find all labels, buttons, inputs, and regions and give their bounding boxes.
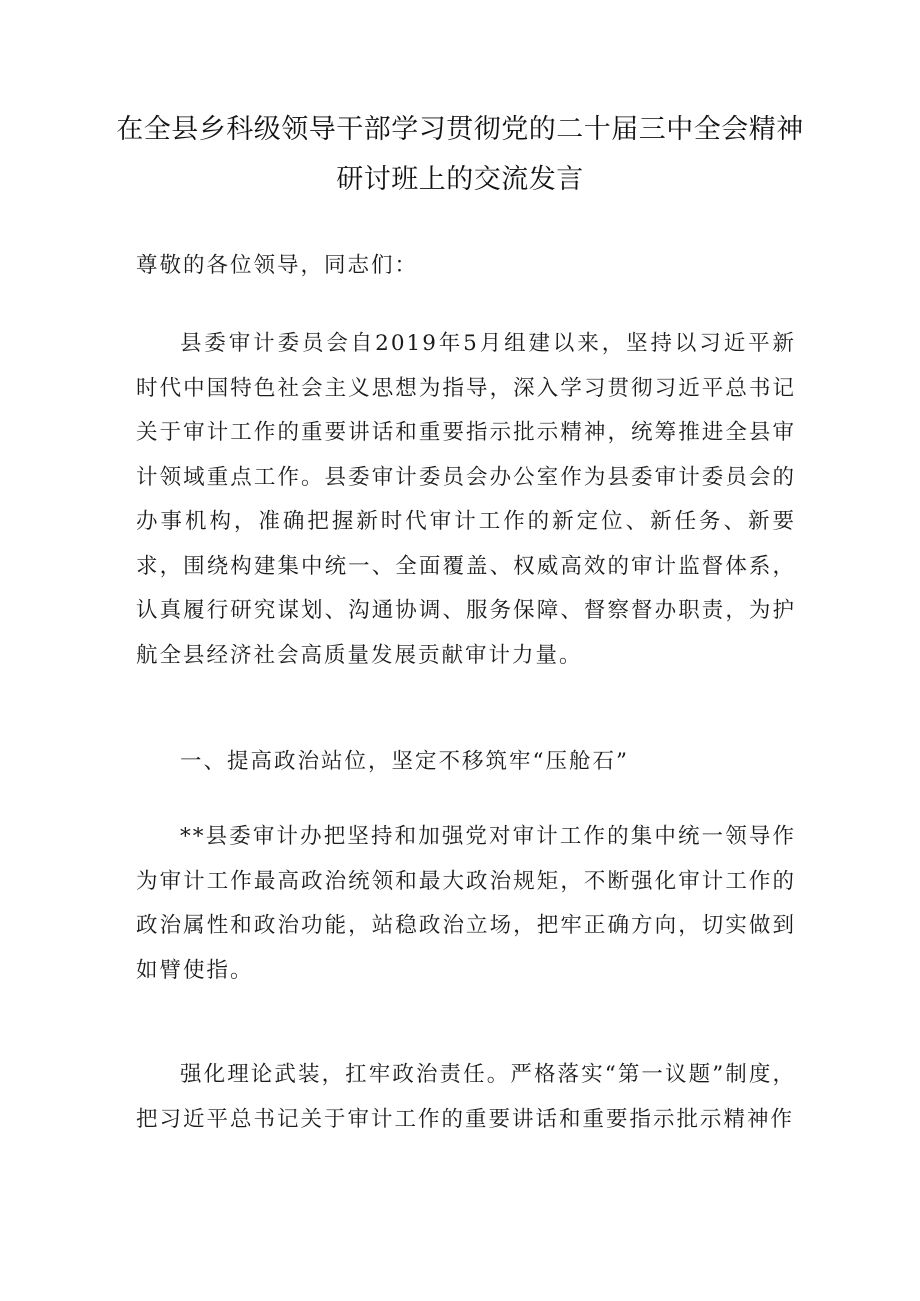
- salutation: 尊敬的各位领导，同志们：: [136, 253, 419, 278]
- document-title-line-2: 研讨班上的交流发言: [336, 164, 584, 195]
- document-title-line-1: 在全县乡科级领导干部学习贯彻党的二十届三中全会精神: [116, 114, 804, 145]
- paragraph-intro: 县委审计委员会自2019年5月组建以来，坚持以习近平新时代中国特色社会主义思想为指导，深入学习贯彻习近平总书记关于审计工作的重要讲话和重要指示批示精神，统筹推进全县审计领域重点工作。县委审计委员会办公室作为县委审计委员会的办事机构，准确把握新时代审计工作的新定位、新任务、新要求，围绕构建集中统一、全面覆盖、权威高效的审计监督体系，认真履行研究谋划、沟通协调、服务保障、督察督办职责，为护航全县经济社会高质量发展贡献审计力量。: [136, 331, 796, 668]
- section-heading-1: 一、提高政治站位，坚定不移筑牢“压舱石”: [180, 749, 629, 774]
- paragraph-section-1: **县委审计办把坚持和加强党对审计工作的集中统一领导作为审计工作最高政治统领和最大政治规矩，不断强化审计工作的政治属性和政治功能，站稳政治立场，把牢正确方向，切实做到如臂使指。: [136, 824, 796, 983]
- paragraph-theory: 强化理论武装，扛牢政治责任。严格落实“第一议题”制度，把习近平总书记关于审计工作的重要讲话和重要指示批示精神作: [136, 1062, 796, 1132]
